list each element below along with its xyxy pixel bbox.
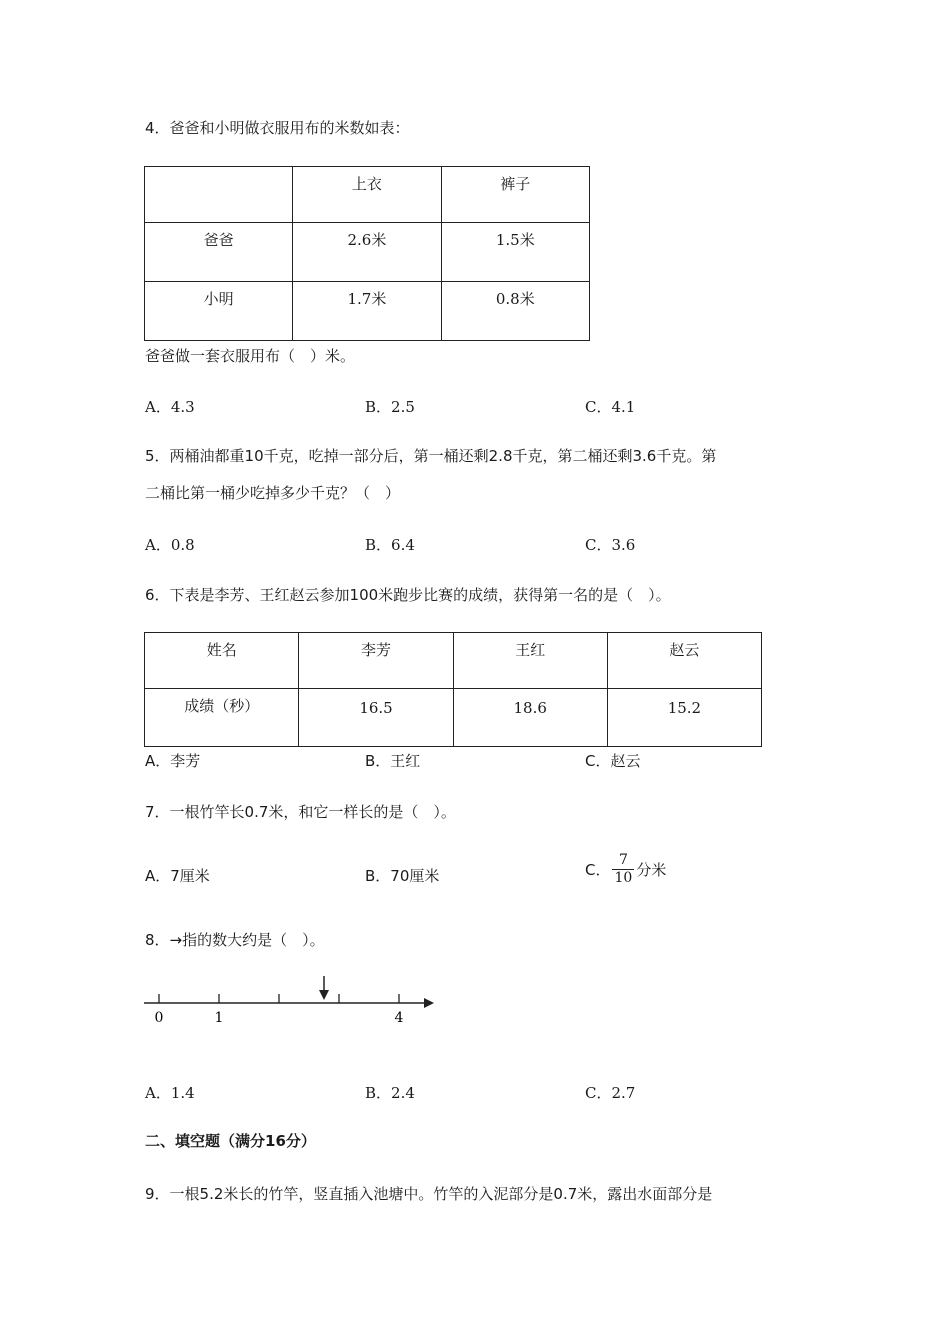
q4-row-dad-pants: 1.5米 xyxy=(441,223,589,282)
q6-table xyxy=(144,632,762,747)
q5-line1: 5．两桶油都重10千克，吃掉一部分后，第一桶还剩2.8千克，第二桶还剩3.6千克。第 xyxy=(145,447,717,465)
q6-stem: 6．下表是李芳、王红赵云参加100米跑步比赛的成绩，获得第一名的是（ ）。 xyxy=(145,586,671,604)
q4-row-ming-label: 小明 xyxy=(145,282,293,341)
number-line-label-4: 4 xyxy=(394,1010,404,1026)
q4-row-ming-jacket: 1.7米 xyxy=(293,282,441,341)
q4-table xyxy=(144,166,590,341)
q4-header-empty xyxy=(145,167,293,223)
q6-option-a[interactable]: A．李芳 xyxy=(145,752,201,770)
q5-option-c[interactable]: C．3.6 xyxy=(585,536,636,554)
q8-option-c[interactable]: C．2.7 xyxy=(585,1084,636,1102)
q7-option-c-fraction xyxy=(612,852,634,887)
q8-stem: 8．→指的数大约是（ ）。 xyxy=(145,931,325,949)
q4-option-a[interactable]: A．4.3 xyxy=(145,398,195,416)
fraction-numerator: 7 xyxy=(612,852,634,870)
q7-option-c-prefix: C． xyxy=(585,861,611,879)
q6-header-wanghong: 王红 xyxy=(453,633,607,689)
q4-option-b[interactable]: B．2.5 xyxy=(365,398,415,416)
q4-row-dad-jacket: 2.6米 xyxy=(293,223,441,282)
q4-stem: 4．爸爸和小明做衣服用布的米数如表： xyxy=(145,119,410,137)
q7-option-c[interactable] xyxy=(585,852,666,887)
number-line-arrowhead xyxy=(424,998,434,1008)
q4-header-jacket: 上衣 xyxy=(293,167,441,223)
q4-header-pants: 裤子 xyxy=(441,167,589,223)
section-title: 二、填空题（满分16分） xyxy=(145,1132,316,1150)
q4-row-dad-label: 爸爸 xyxy=(145,223,293,282)
q7-stem: 7．一根竹竿长0.7米，和它一样长的是（ ）。 xyxy=(145,803,456,821)
number-line-label-1: 1 xyxy=(214,1010,224,1026)
q6-score-wanghong: 18.6 xyxy=(453,689,607,747)
q5-option-b[interactable]: B．6.4 xyxy=(365,536,415,554)
q4-row-ming-pants: 0.8米 xyxy=(441,282,589,341)
q6-row-label: 成绩（秒） xyxy=(145,689,299,747)
number-line-label-0: 0 xyxy=(154,1010,164,1026)
q7-option-b[interactable]: B．70厘米 xyxy=(365,867,440,885)
q8-number-line xyxy=(140,970,440,1030)
q4-question: 爸爸做一套衣服用布（ ）米。 xyxy=(145,347,356,365)
q7-option-a[interactable]: A．7厘米 xyxy=(145,867,210,885)
q6-header-name: 姓名 xyxy=(145,633,299,689)
q6-score-zhaoyun: 15.2 xyxy=(607,689,761,747)
down-arrow-icon xyxy=(319,990,329,1000)
q6-option-b[interactable]: B．王红 xyxy=(365,752,421,770)
q6-header-zhaoyun: 赵云 xyxy=(607,633,761,689)
q8-option-b[interactable]: B．2.4 xyxy=(365,1084,415,1102)
q5-line2: 二桶比第一桶少吃掉多少千克？（ ） xyxy=(145,484,401,502)
q4-option-c[interactable]: C．4.1 xyxy=(585,398,636,416)
q8-option-a[interactable]: A．1.4 xyxy=(145,1084,195,1102)
q7-option-c-unit: 分米 xyxy=(636,861,667,879)
q6-score-lifang: 16.5 xyxy=(299,689,453,747)
q5-option-a[interactable]: A．0.8 xyxy=(145,536,195,554)
fraction-denominator: 10 xyxy=(614,870,633,886)
q6-header-lifang: 李芳 xyxy=(299,633,453,689)
q9-text: 9．一根5.2米长的竹竿，竖直插入池塘中。竹竿的入泥部分是0.7米，露出水面部分是 xyxy=(145,1185,713,1203)
q6-option-c[interactable]: C．赵云 xyxy=(585,752,641,770)
